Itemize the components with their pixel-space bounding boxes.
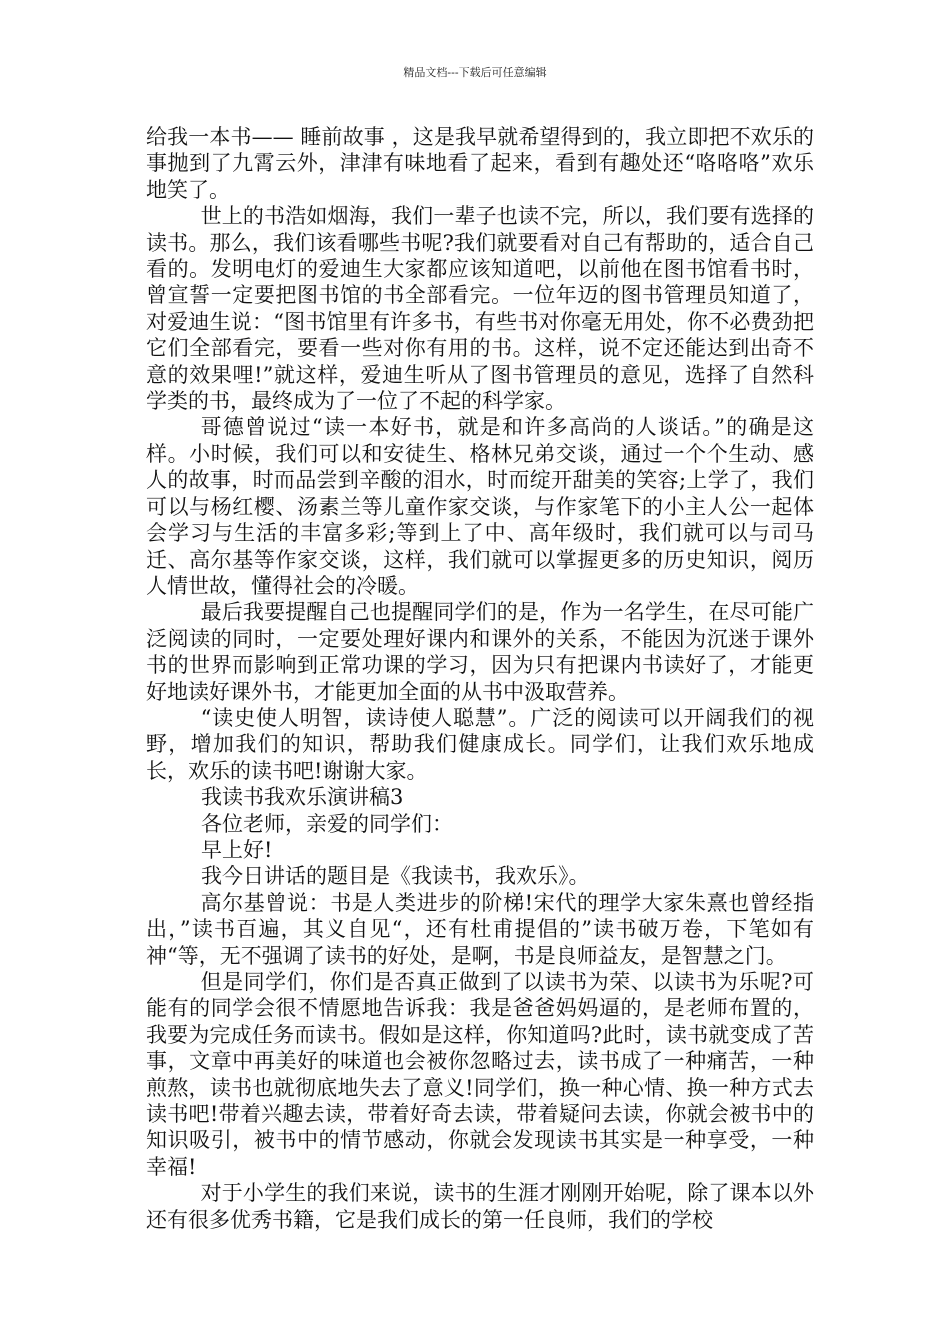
paragraph-8: 对于小学生的我们来说，读书的生涯才刚刚开始呢，除了课本以外还有很多优秀书籍，它是我们成长的第一任良师，我们的学校 xyxy=(146,1181,814,1232)
paragraph-5: “读史使人明智，读诗使人聪慧”。广泛的阅读可以开阔我们的视野，增加我们的知识，帮助我们健康成长。同学们，让我们欢乐地成长，欢乐的读书吧!谢谢大家。 xyxy=(146,705,814,783)
paragraph-7: 但是同学们，你们是否真正做到了以读书为荣、以读书为乐呢?可能有的同学会很不情愿地告诉我：我是爸爸妈妈逼的，是老师布置的，我要为完成任务而读书。假如是这样，你知道吗?此时，读书就变成了苦事，文章中再美好的味道也会被你忽略过去，读书成了一种痛苦，一种煎熬，读书也就彻底地失去了意义!同学们，换一种心情、换一种方式去读书吧!带着兴趣去读，带着好奇去读，带着疑问去读，你就会被书中的知识吸引，被书中的情节感动，你就会发现读书其实是一种享受，一种幸福! xyxy=(146,970,814,1179)
salutation: 各位老师，亲爱的同学们： xyxy=(201,811,453,836)
paragraph-6: 高尔基曾说：书是人类进步的阶梯!宋代的理学大家朱熹也曾经指出，”读书百遍，其义自见“，还有杜甫提倡的”读书破万卷，下笔如有神“等，无不强调了读书的好处，是啊，书是良师益友，是智慧之门。 xyxy=(146,890,814,968)
paragraph-4: 最后我要提醒自己也提醒同学们的是，作为一名学生，在尽可能广泛阅读的同时，一定要处理好课内和课外的关系，不能因为沉迷于课外书的世界而影响到正常功课的学习，因为只有把课内书读好了，才能更好地读好课外书，才能更加全面的从书中汲取营养。 xyxy=(146,600,814,704)
document-body xyxy=(146,124,814,1233)
paragraph-3: 哥德曾说过“读一本好书，就是和许多高尚的人谈话。”的确是这样。小时候，我们可以和安徒生、格林兄弟交谈，通过一个个生动、感人的故事，时而品尝到辛酸的泪水，时而绽开甜美的笑容;上学了，我们可以与杨红樱、汤素兰等儿童作家交谈，与作家笔下的小主人公一起体会学习与生活的丰富多彩;等到上了中、高年级时，我们就可以与司马迁、高尔基等作家交谈，这样，我们就可以掌握更多的历史知识，阅历人情世故，懂得社会的冷暖。 xyxy=(146,415,814,598)
greeting: 早上好! xyxy=(201,837,273,862)
page-header: 精品文档---下载后可任意编辑 xyxy=(403,66,547,79)
speech-title: 我读书我欢乐演讲稿3 xyxy=(201,785,404,810)
paragraph-1: 给我一本书—— 睡前故事 ，这是我早就希望得到的，我立即把不欢乐的事抛到了九霄云外，津津有味地看了起来，看到有趣处还“咯咯咯”欢乐地笑了。 xyxy=(146,125,814,202)
paragraph-2: 世上的书浩如烟海，我们一辈子也读不完，所以，我们要有选择的读书。那么，我们该看哪些书呢?我们就要看对自己有帮助的，适合自己看的。发明电灯的爱迪生大家都应该知道吧，以前他在图书馆看书时，曾宣誓一定要把图书馆的书全部看完。一位年迈的图书管理员知道了，对爱迪生说：“图书馆里有许多书，有些书对你毫无用处，你不必费劲把它们全部看完，要看一些对你有用的书。这样，说不定还能达到出奇不意的效果哩!”就这样，爱迪生听从了图书管理员的意见，选择了自然科学类的书，最终成为了一位了不起的科学家。 xyxy=(146,204,814,414)
topic-line: 我今日讲话的题目是《我读书，我欢乐》。 xyxy=(201,864,590,889)
